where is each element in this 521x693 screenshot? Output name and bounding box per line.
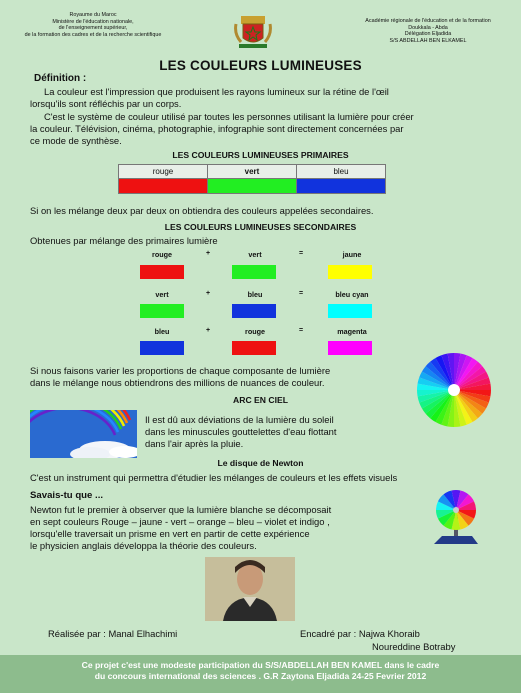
equals-sign: = [298, 250, 304, 257]
swatch-rouge [232, 341, 276, 355]
primaires-table [118, 164, 386, 194]
definition-line: lorsqu'ils sont réfléchis par un corps. [30, 98, 182, 109]
swatch-bleu [232, 304, 276, 318]
header-right-line: S/S ABDELLAH BEN ELKAMEL [389, 37, 467, 44]
secondaires-subtitle: Obtenues par mélange des primaires lumière [30, 235, 218, 246]
header-left-line: Ministère de l'éducation nationale, [52, 18, 134, 25]
plus-sign: + [205, 290, 211, 297]
realise-par: Réalisée par : Manal Elhachimi [48, 628, 178, 639]
swatch-jaune [328, 265, 372, 279]
definition-line: C'est le système de couleur utilisé par toutes les personnes utilisant la lumière pour créer [44, 111, 414, 122]
variation-line: dans le mélange nous obtiendrons des millions de nuances de couleur. [30, 377, 325, 388]
mix-result-label: magenta [337, 327, 367, 336]
header-left-line: Royaume du Maroc [69, 12, 117, 18]
savais-line: lorsqu'elle traversait un prisme en vert en partir de cette expérience [30, 528, 310, 539]
coat-of-arms-logo [233, 12, 273, 50]
student-photo [205, 557, 295, 621]
primaires-note: Si on les mélange deux par deux on obtiendra des couleurs appelées secondaires. [30, 205, 374, 216]
savais-title: Savais-tu que ... [30, 490, 104, 501]
arc-line: dans l'air après la pluie. [145, 438, 244, 449]
header-left-line: de la formation des cadres et de la recherche scientifique [24, 31, 162, 38]
mix-a-label: rouge [152, 250, 172, 259]
mix-b-label: bleu [247, 290, 263, 299]
secondaires-title: LES COULEURS LUMINEUSES SECONDAIRES [164, 222, 357, 232]
primaires-title: LES COULEURS LUMINEUSES PRIMAIRES [172, 150, 349, 160]
newton-disc-image [420, 488, 492, 550]
color-wheel-image [416, 352, 492, 428]
mix-b-label: rouge [245, 327, 265, 336]
arc-line: Il est dû aux déviations de la lumière du soleil [145, 414, 334, 425]
encadre-par: Encadré par : Najwa Khoraib [300, 628, 420, 639]
encadre-par-2: Noureddine Botraby [372, 641, 456, 652]
primary-swatch-bleu [297, 179, 386, 194]
equals-sign: = [298, 327, 304, 334]
definition-line: ce mode de synthèse. [30, 135, 122, 146]
plus-sign: + [205, 327, 211, 334]
rainbow-image [30, 410, 137, 458]
definition-label: Définition : [34, 73, 87, 84]
savais-line: en sept couleurs Rouge – jaune - vert – orange – bleu – violet et indigo , [30, 516, 330, 527]
arc-title: ARC EN CIEL [233, 395, 288, 405]
definition-line: La couleur est l'impression que produisent les rayons lumineux sur la rétine de l'œil [44, 86, 389, 97]
primary-swatch-rouge [119, 179, 208, 194]
header-left [18, 12, 168, 38]
savais-line: Newton fut le premier à observer que la lumière blanche se décomposait [30, 504, 332, 515]
primary-swatch-vert [208, 179, 297, 194]
swatch-cyan [328, 304, 372, 318]
header-right-line: Doukkala - Abda [408, 24, 448, 31]
arc-line: dans les minuscules gouttelettes d'eau flottant [145, 426, 337, 437]
plus-sign: + [205, 250, 211, 257]
swatch-bleu [140, 341, 184, 355]
mix-result-label: jaune [342, 250, 362, 259]
primary-label-bleu: bleu [297, 165, 386, 179]
equals-sign: = [298, 290, 304, 297]
mix-result-label: bleu cyan [335, 290, 369, 299]
newton-title: Le disque de Newton [217, 458, 304, 468]
header-right-line: Académie régionale de l'éducation et de la formation [365, 18, 491, 24]
footer-banner [0, 655, 521, 693]
newton-text: C'est un instrument qui permettra d'étudier les mélanges de couleurs et les effets visuels [30, 472, 398, 483]
header-left-line: de l'enseignement supérieur, [58, 25, 128, 32]
mix-b-label: vert [248, 250, 262, 259]
swatch-vert [140, 304, 184, 318]
swatch-vert [232, 265, 276, 279]
footer-line: Ce projet c'est une modeste participation du S/S/ABDELLAH BEN KAMEL dans le cadre [81, 660, 440, 670]
mix-a-label: vert [155, 290, 169, 299]
header-right-line: Délégation Eljadida [404, 31, 452, 38]
page-title: LES COULEURS LUMINEUSES [159, 58, 362, 73]
definition-line: la couleur. Télévision, cinéma, photographie, infographie sont directement concernées par [30, 123, 404, 134]
savais-line: le physicien anglais développa la théorie des couleurs. [30, 540, 257, 551]
swatch-magenta [328, 341, 372, 355]
variation-line: Si nous faisons varier les proportions de chaque composante de lumière [30, 365, 331, 376]
header-right [348, 18, 508, 44]
mix-a-label: bleu [154, 327, 170, 336]
swatch-rouge [140, 265, 184, 279]
footer-line: du concours international des sciences . G.R Zaytona Eljadida 24-25 Fevrier 2012 [94, 671, 427, 681]
primary-label-vert: vert [208, 165, 297, 179]
primary-label-rouge: rouge [119, 165, 208, 179]
